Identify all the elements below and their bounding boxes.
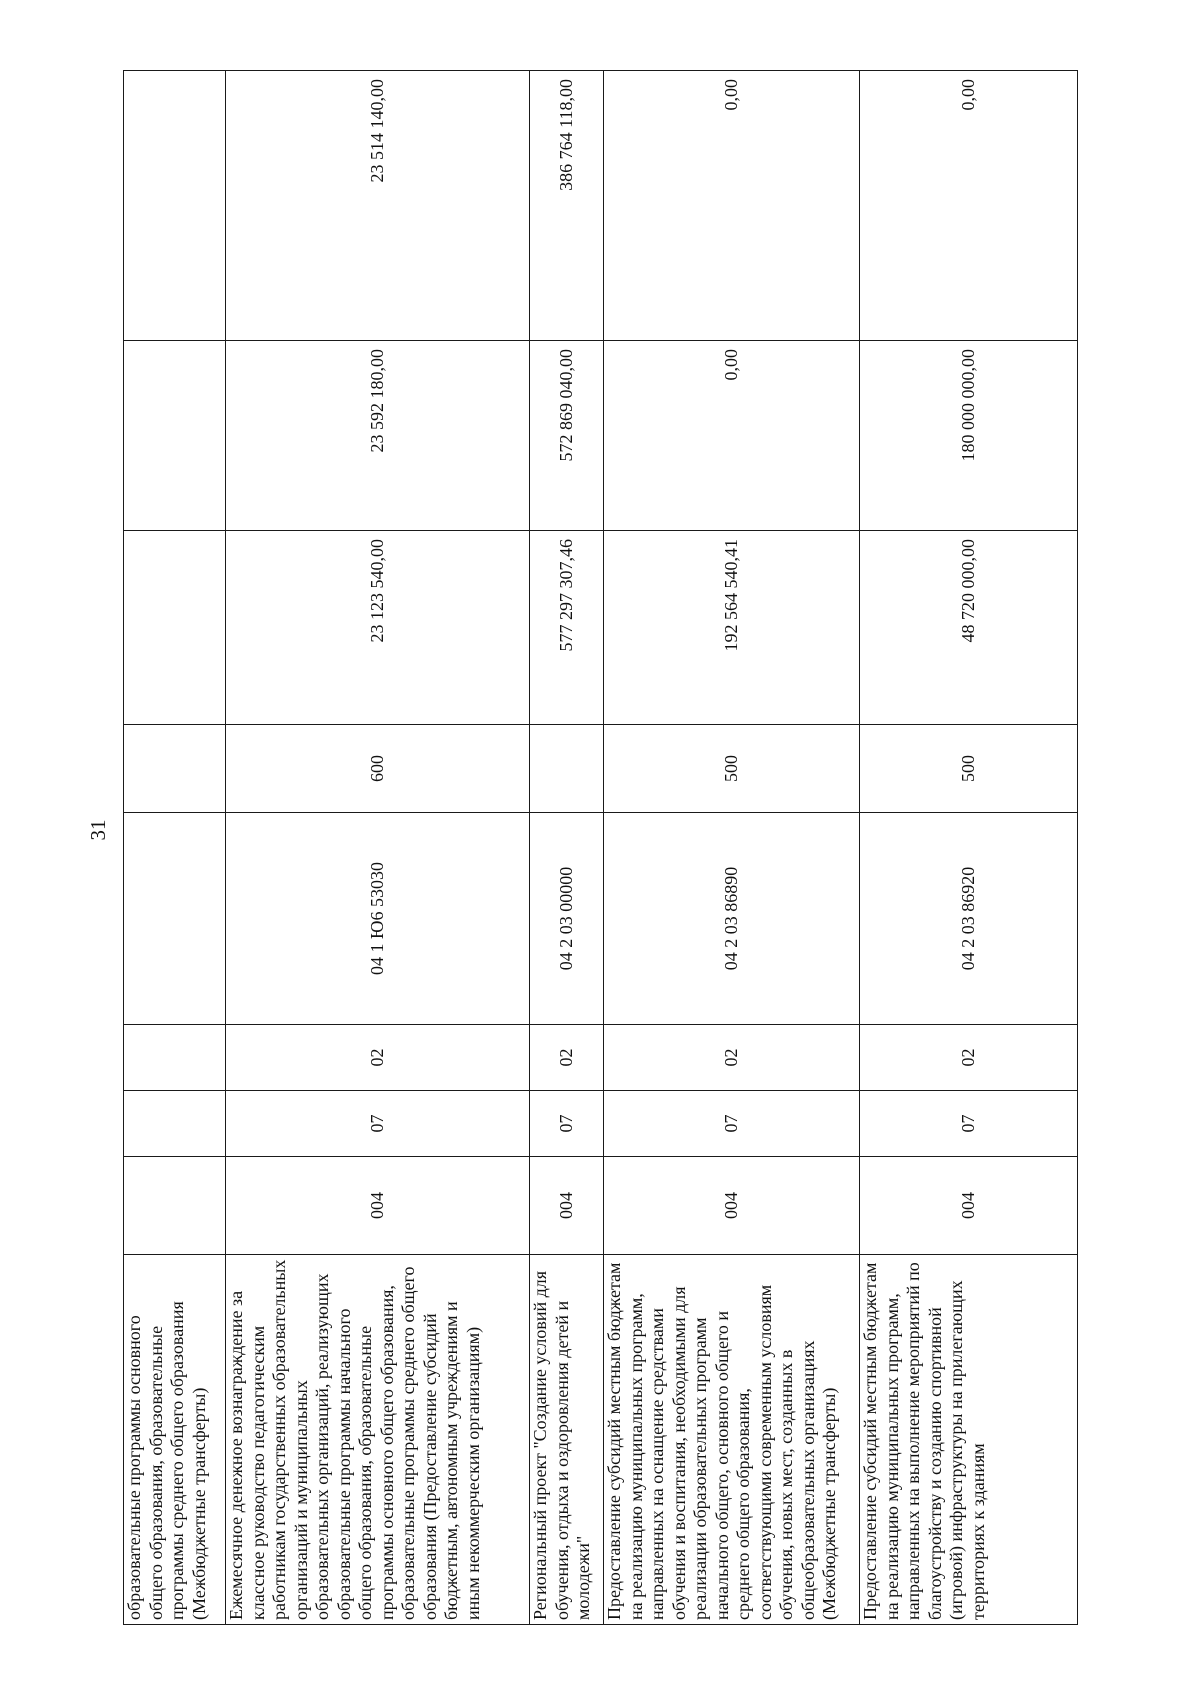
row-description: Ежемесячное денежное вознаграждение за классное руководство педагогическим работникам государственных образовательных организаций и муниципальных образовательных организаций, реализующих образовательные программы начального общего образования, образовательные программы основного общего образования, образовательные программы среднего общего образования (Предоставление субсидий бюджетным, автономным учреждениям и иным некоммерческим организациям)	[226, 1255, 530, 1625]
row-description: Предоставление субсидий местным бюджетам на реализацию муниципальных программ, направленных на выполнение мероприятий по благоустройству и созданию спортивной (игровой) инфраструктуры на прилегающих территориях к зданиям	[860, 1255, 1078, 1625]
ministry-code: 004	[226, 1157, 530, 1255]
ministry-code	[124, 1157, 226, 1255]
table-row	[226, 71, 530, 1625]
table-row	[860, 71, 1078, 1625]
expense-type-code: 500	[604, 725, 860, 813]
expense-type-code	[124, 725, 226, 813]
section-code: 07	[860, 1091, 1078, 1157]
section-code	[124, 1091, 226, 1157]
section-code: 07	[530, 1091, 604, 1157]
subsection-code: 02	[530, 1025, 604, 1091]
amount-2026: 0,00	[604, 71, 860, 341]
amount-2026	[124, 71, 226, 341]
row-description: Предоставление субсидий местным бюджетам на реализацию муниципальных программ, направленных на оснащение средствами обучения и воспитания, необходимыми для реализации образовательных программ начального общего, основного общего и среднего общего образования, соответствующими современным условиям обучения, новых мест, созданных в общеобразовательных организациях (Межбюджетные трансферты)	[604, 1255, 860, 1625]
subsection-code: 02	[604, 1025, 860, 1091]
amount-2026: 0,00	[860, 71, 1078, 341]
row-description: Региональный проект "Создание условий для обучения, отдыха и оздоровления детей и молодежи"	[530, 1255, 604, 1625]
expense-type-code: 500	[860, 725, 1078, 813]
amount-2026: 386 764 118,00	[530, 71, 604, 341]
target-article-code: 04 1 Ю6 53030	[226, 813, 530, 1025]
target-article-code: 04 2 03 86920	[860, 813, 1078, 1025]
target-article-code: 04 2 03 00000	[530, 813, 604, 1025]
target-article-code: 04 2 03 86890	[604, 813, 860, 1025]
ministry-code: 004	[604, 1157, 860, 1255]
subsection-code	[124, 1025, 226, 1091]
table-row	[604, 71, 860, 1625]
amount-2025: 0,00	[604, 341, 860, 531]
page-number: 31	[86, 819, 110, 841]
amount-2024: 192 564 540,41	[604, 531, 860, 725]
table-row	[124, 71, 226, 1625]
target-article-code	[124, 813, 226, 1025]
row-description: образовательные программы основного общего образования, образовательные программы среднего общего образования (Межбюджетные трансферты)	[124, 1255, 226, 1625]
ministry-code: 004	[860, 1157, 1078, 1255]
amount-2024	[124, 531, 226, 725]
amount-2025: 180 000 000,00	[860, 341, 1078, 531]
rotated-table-container	[123, 71, 1077, 1625]
subsection-code: 02	[226, 1025, 530, 1091]
amount-2024: 23 123 540,00	[226, 531, 530, 725]
table-row	[530, 71, 604, 1625]
subsection-code: 02	[860, 1025, 1078, 1091]
amount-2025	[124, 341, 226, 531]
budget-table	[123, 70, 1078, 1625]
amount-2025: 572 869 040,00	[530, 341, 604, 531]
expense-type-code: 600	[226, 725, 530, 813]
section-code: 07	[226, 1091, 530, 1157]
expense-type-code	[530, 725, 604, 813]
ministry-code: 004	[530, 1157, 604, 1255]
section-code: 07	[604, 1091, 860, 1157]
amount-2024: 577 297 307,46	[530, 531, 604, 725]
amount-2025: 23 592 180,00	[226, 341, 530, 531]
amount-2026: 23 514 140,00	[226, 71, 530, 341]
amount-2024: 48 720 000,00	[860, 531, 1078, 725]
